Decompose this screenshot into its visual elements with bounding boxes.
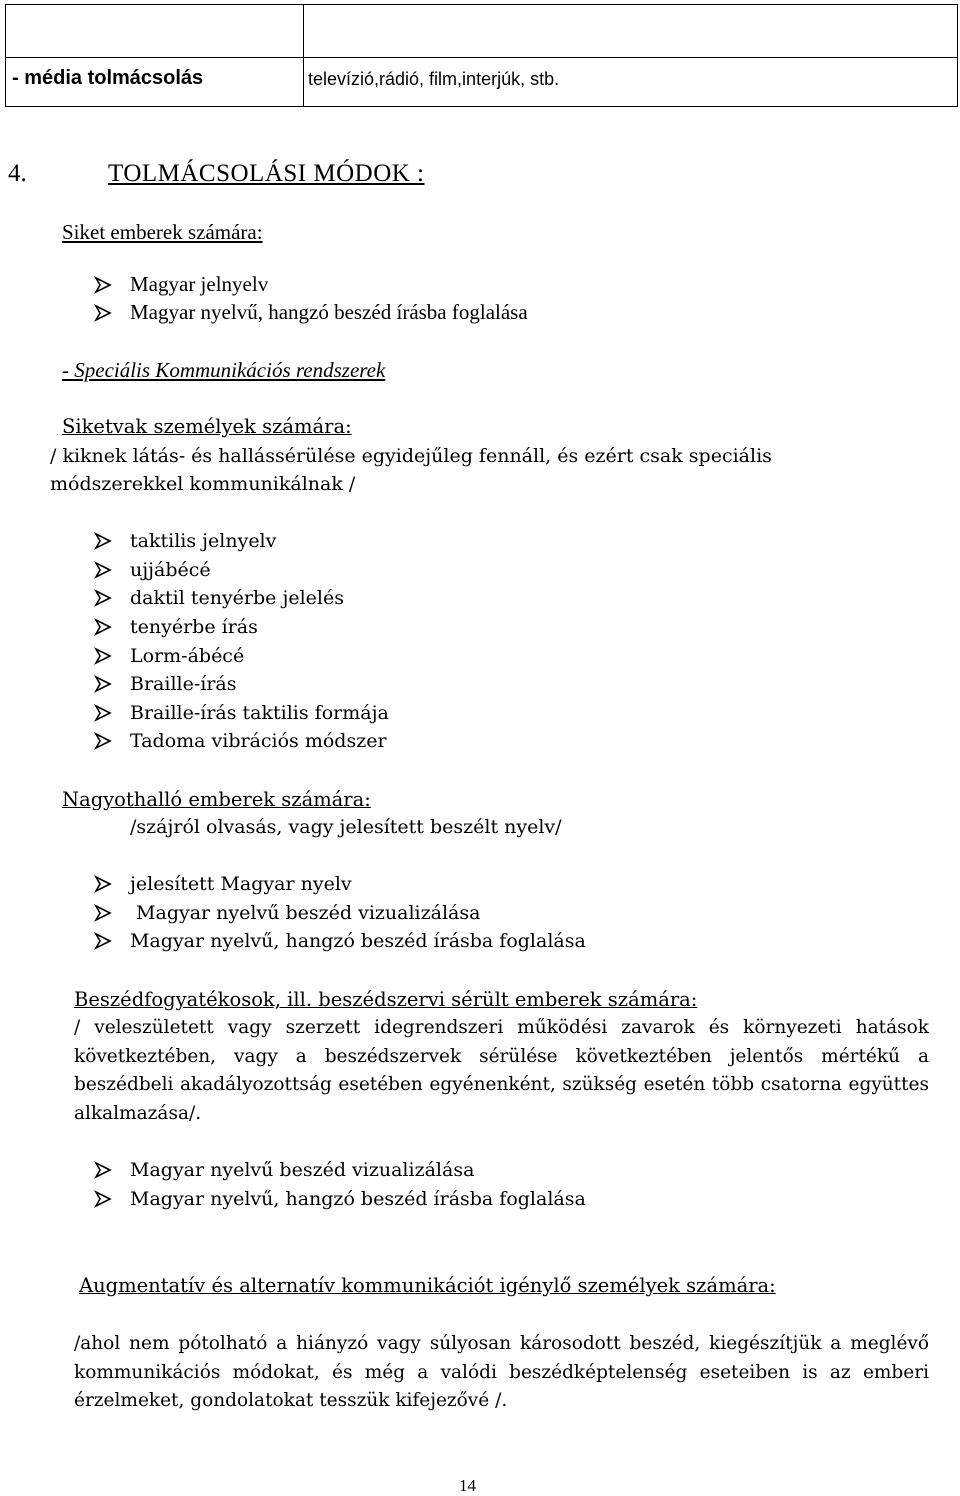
arrow-bullet-icon bbox=[94, 561, 112, 579]
table-row-divider bbox=[6, 57, 957, 58]
aac-desc: /ahol nem pótolható a hiányzó vagy súlyosan károsodott beszéd, kiegészítjük a meglévő kommunikációs módokat, és még a valódi beszédképtelenség eseteiben is az emberi érzelmeket, gondolatokat tesszük kifejezővé /. bbox=[74, 1333, 929, 1411]
list-item bbox=[94, 645, 244, 667]
list-item bbox=[94, 902, 480, 924]
list-item bbox=[94, 702, 389, 724]
list-item bbox=[94, 730, 387, 752]
list-item bbox=[94, 616, 258, 638]
arrow-bullet-icon bbox=[94, 732, 112, 750]
list-item-label: ujjábécé bbox=[130, 559, 211, 581]
list-item bbox=[94, 930, 586, 952]
list-item-label: daktil tenyérbe jelelés bbox=[130, 587, 344, 609]
list-item-label: Braille-írás taktilis formája bbox=[130, 702, 389, 724]
arrow-bullet-icon bbox=[94, 675, 112, 693]
arrow-bullet-icon bbox=[94, 1190, 112, 1208]
list-item bbox=[94, 873, 352, 895]
hoh-desc: /szájról olvasás, vagy jelesített beszélt nyelv/ bbox=[130, 816, 562, 838]
list-item-label: taktilis jelnyelv bbox=[130, 530, 277, 552]
list-item-label: Magyar nyelvű beszéd vizualizálása bbox=[130, 1159, 475, 1181]
arrow-bullet-icon bbox=[94, 875, 112, 893]
arrow-bullet-icon bbox=[94, 904, 112, 922]
deafblind-desc-line2: módszerekkel kommunikálnak / bbox=[50, 473, 356, 495]
arrow-bullet-icon bbox=[94, 932, 112, 950]
arrow-bullet-icon bbox=[94, 304, 112, 322]
deaf-heading: Siket emberek számára: bbox=[62, 220, 263, 244]
speech-desc: / veleszületett vagy szerzett idegrendszeri működési zavarok és környezeti hatások következtében, vagy a beszédszervek sérülése következtében jelentős mértékű a beszédbeli akadályozottság esetében egyénenként, szükség esetén több csatorna együttes alkalmazása/. bbox=[74, 1017, 929, 1124]
list-item bbox=[94, 1188, 586, 1210]
arrow-bullet-icon bbox=[94, 647, 112, 665]
speech-heading: Beszédfogyatékosok, ill. beszédszervi sérült emberek számára: bbox=[74, 988, 698, 1011]
table-value: televízió,rádió, film,interjúk, stb. bbox=[308, 69, 560, 89]
list-item-label: Lorm-ábécé bbox=[130, 645, 245, 667]
table-column-divider bbox=[303, 5, 304, 106]
table-label: - média tolmácsolás bbox=[12, 67, 204, 89]
list-item bbox=[94, 559, 211, 581]
list-item-label: Magyar nyelvű, hangzó beszéd írásba foglalása bbox=[130, 930, 586, 952]
list-item bbox=[94, 300, 528, 325]
list-item-label: Magyar nyelvű, hangzó beszéd írásba foglalása bbox=[130, 300, 528, 324]
arrow-bullet-icon bbox=[94, 704, 112, 722]
list-item-label: jelesített Magyar nyelv bbox=[130, 873, 352, 895]
list-item-label: Magyar nyelvű beszéd vizualizálása bbox=[130, 902, 481, 924]
list-item bbox=[94, 272, 268, 297]
special-systems-heading: - Speciális Kommunikációs rendszerek bbox=[62, 358, 386, 382]
page-number: 14 bbox=[459, 1476, 476, 1495]
section-title: TOLMÁCSOLÁSI MÓDOK : bbox=[108, 160, 425, 187]
arrow-bullet-icon bbox=[94, 276, 112, 294]
arrow-bullet-icon bbox=[94, 1161, 112, 1179]
list-item bbox=[94, 673, 237, 695]
arrow-bullet-icon bbox=[94, 532, 112, 550]
arrow-bullet-icon bbox=[94, 589, 112, 607]
list-item-label: Magyar jelnyelv bbox=[130, 272, 269, 296]
media-table bbox=[5, 4, 958, 107]
deafblind-desc-line1: / kiknek látás- és hallássérülése egyidejűleg fennáll, és ezért csak speciális bbox=[50, 445, 772, 467]
list-item-label: Magyar nyelvű, hangzó beszéd írásba foglalása bbox=[130, 1188, 586, 1210]
list-item bbox=[94, 530, 276, 552]
aac-heading: Augmentatív és alternatív kommunikációt igénylő személyek számára: bbox=[79, 1274, 776, 1297]
list-item-label: tenyérbe írás bbox=[130, 616, 258, 638]
list-item bbox=[94, 1159, 474, 1181]
list-item-label: Braille-írás bbox=[130, 673, 237, 695]
hoh-heading: Nagyothalló emberek számára: bbox=[62, 788, 371, 811]
section-number: 4. bbox=[8, 160, 27, 187]
arrow-bullet-icon bbox=[94, 618, 112, 636]
list-item bbox=[94, 587, 344, 609]
deafblind-heading: Siketvak személyek számára: bbox=[62, 415, 352, 438]
list-item-label: Tadoma vibrációs módszer bbox=[130, 730, 387, 752]
